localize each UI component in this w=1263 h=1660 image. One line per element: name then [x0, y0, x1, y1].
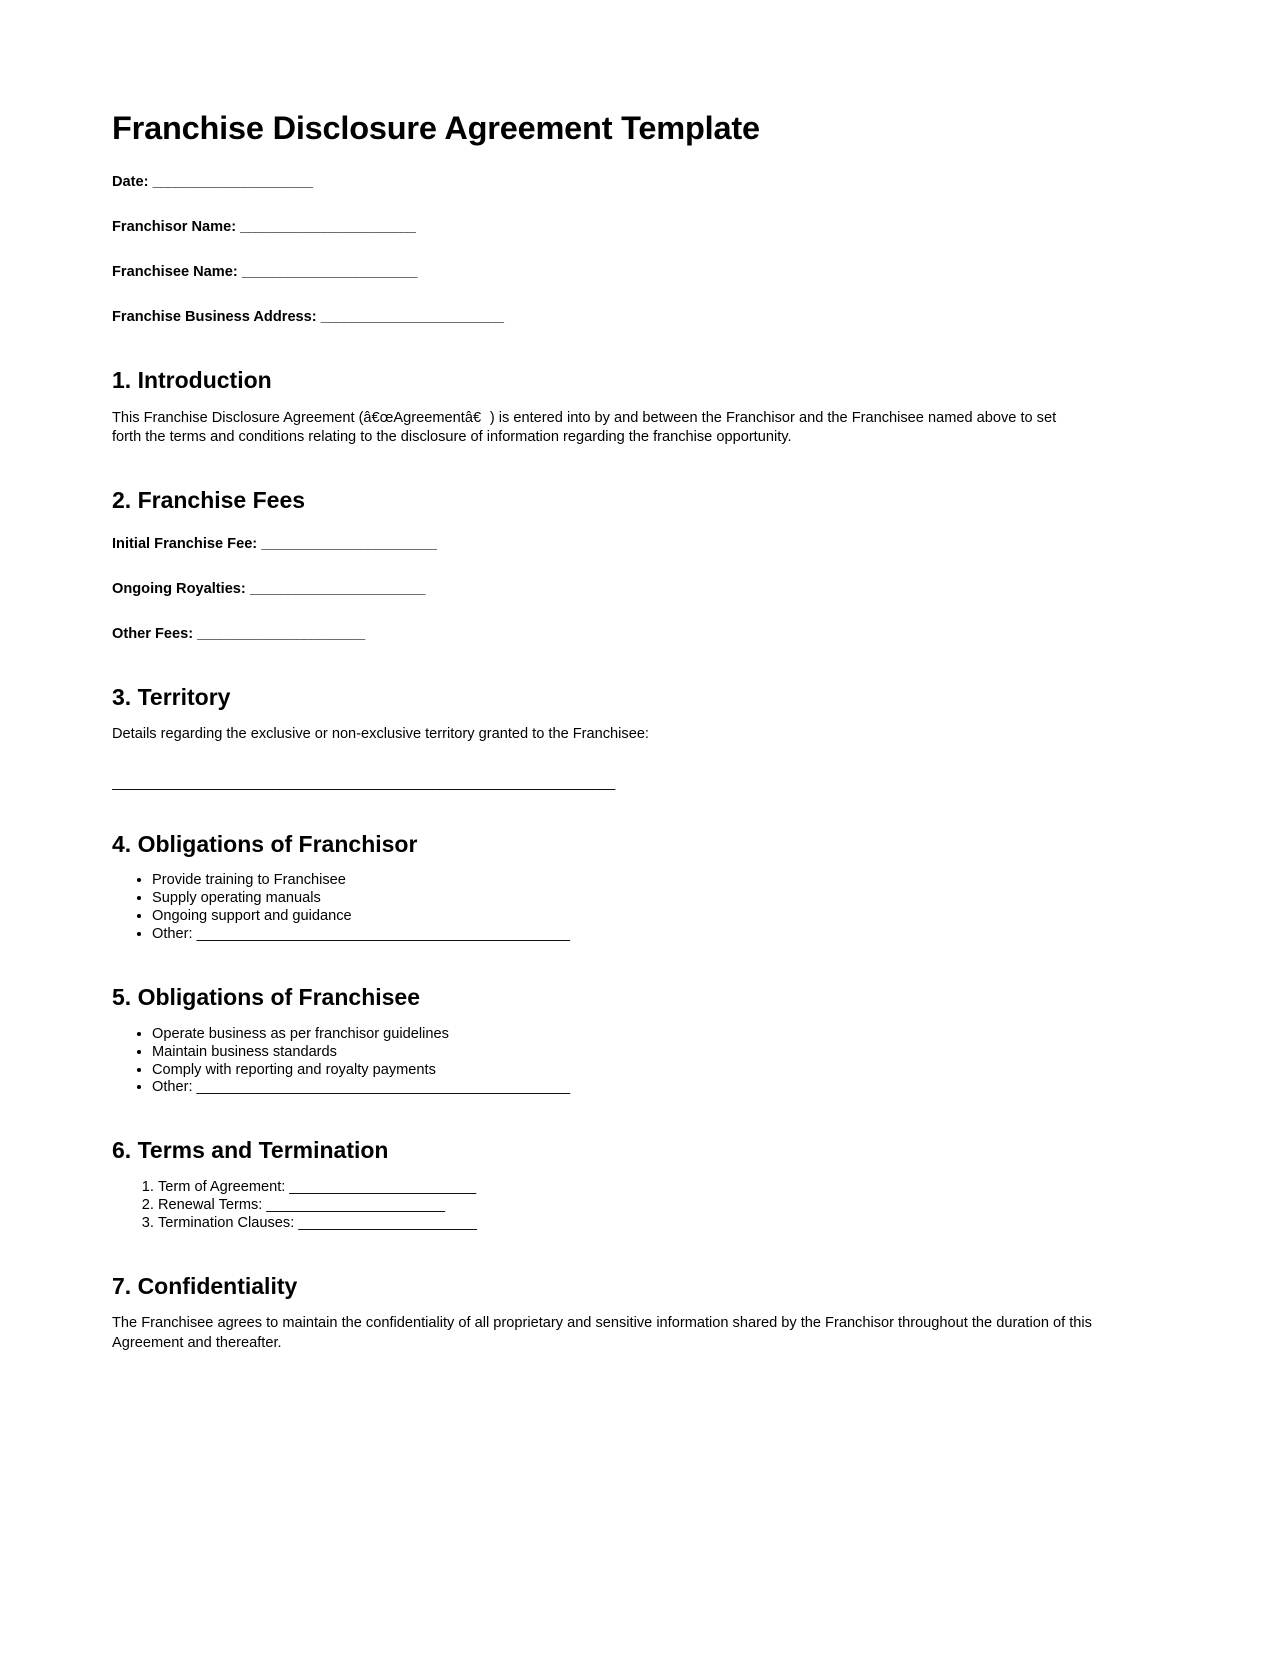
section-heading-confidentiality: 7. Confidentiality	[112, 1272, 298, 1299]
section-heading-territory: 3. Territory	[112, 683, 231, 710]
fee-label-ongoing-royalties: Ongoing Royalties:	[112, 580, 246, 597]
territory-write-in-rule[interactable]: __________________________________________________________________	[112, 774, 615, 791]
list-item: • Supply operating manuals	[152, 890, 1151, 908]
list-item-other-write-in[interactable]: • Other: ______________________________________________	[152, 926, 1151, 944]
list-item-term-of-agreement[interactable]: 1. Term of Agreement: _______________________	[158, 1179, 1151, 1197]
fee-label-initial-franchise-fee: Initial Franchise Fee:	[112, 535, 258, 552]
header-field-franchisee-name	[112, 263, 1151, 282]
fee-field-other-fees	[112, 625, 1151, 644]
field-label-date: Date:	[112, 174, 149, 191]
obligations-franchisor-list	[112, 872, 1151, 944]
fee-field-ongoing-royalties	[112, 580, 1151, 599]
obligations-franchisee-list	[112, 1026, 1151, 1098]
field-label-franchisee-name: Franchisee Name:	[112, 264, 238, 281]
fee-label-other-fees: Other Fees:	[112, 625, 194, 642]
list-item-termination-clauses[interactable]: 3. Termination Clauses: ______________________	[158, 1215, 1151, 1233]
section-heading-terms-and-termination: 6. Terms and Termination	[112, 1137, 389, 1164]
field-rule-business-address[interactable]: ________________________	[320, 309, 504, 326]
field-rule-franchisee-name[interactable]: _______________________	[241, 264, 417, 281]
field-label-business-address: Franchise Business Address:	[112, 309, 317, 326]
list-item-renewal-terms[interactable]: 2. Renewal Terms: ______________________	[158, 1197, 1151, 1215]
list-item-other-write-in[interactable]: • Other: ______________________________________________	[152, 1079, 1151, 1097]
section-paragraph-territory: Details regarding the exclusive or non-exclusive territory granted to the Franchisee:	[112, 726, 649, 743]
section-heading-obligations-franchisor: 4. Obligations of Franchisor	[112, 830, 418, 857]
fee-rule-other-fees[interactable]: ______________________	[197, 625, 365, 642]
field-label-franchisor-name: Franchisor Name:	[112, 219, 237, 236]
section-heading-obligations-franchisee: 5. Obligations of Franchisee	[112, 984, 421, 1011]
list-item: • Ongoing support and guidance	[152, 908, 1151, 926]
field-rule-franchisor-name[interactable]: _______________________	[240, 219, 416, 236]
section-heading-introduction: 1. Introduction	[112, 367, 272, 394]
fee-field-initial-franchise-fee	[112, 535, 1151, 554]
section-paragraph-confidentiality: The Franchisee agrees to maintain the confidentiality of all proprietary and sensitive information shared by the Franchisor throughout the duration of this Agreement and thereafter.	[112, 1315, 1092, 1351]
list-item: • Operate business as per franchisor guidelines	[152, 1026, 1151, 1044]
section-heading-franchise-fees: 2. Franchise Fees	[112, 487, 306, 514]
header-field-franchisor-name	[112, 218, 1151, 237]
terms-and-termination-list	[112, 1179, 1151, 1233]
list-item: • Provide training to Franchisee	[152, 872, 1151, 890]
header-field-date	[112, 173, 1151, 192]
fee-rule-ongoing-royalties[interactable]: _______________________	[249, 580, 426, 597]
section-paragraph-introduction: This Franchise Disclosure Agreement (â€œAgreementâ€) is entered into by and between the Franchisor and the Franchisee named above to set forth the terms and conditions relating to the disclosure of information regarding the franchise opportunity.	[112, 409, 1057, 446]
list-item: • Maintain business standards	[152, 1044, 1151, 1062]
field-rule-date[interactable]: _____________________	[152, 174, 313, 191]
list-item: • Comply with reporting and royalty payments	[152, 1062, 1151, 1080]
page-title: Franchise Disclosure Agreement Template	[112, 110, 760, 146]
header-field-business-address	[112, 308, 1151, 327]
fee-rule-initial-franchise-fee[interactable]: _______________________	[261, 535, 437, 552]
